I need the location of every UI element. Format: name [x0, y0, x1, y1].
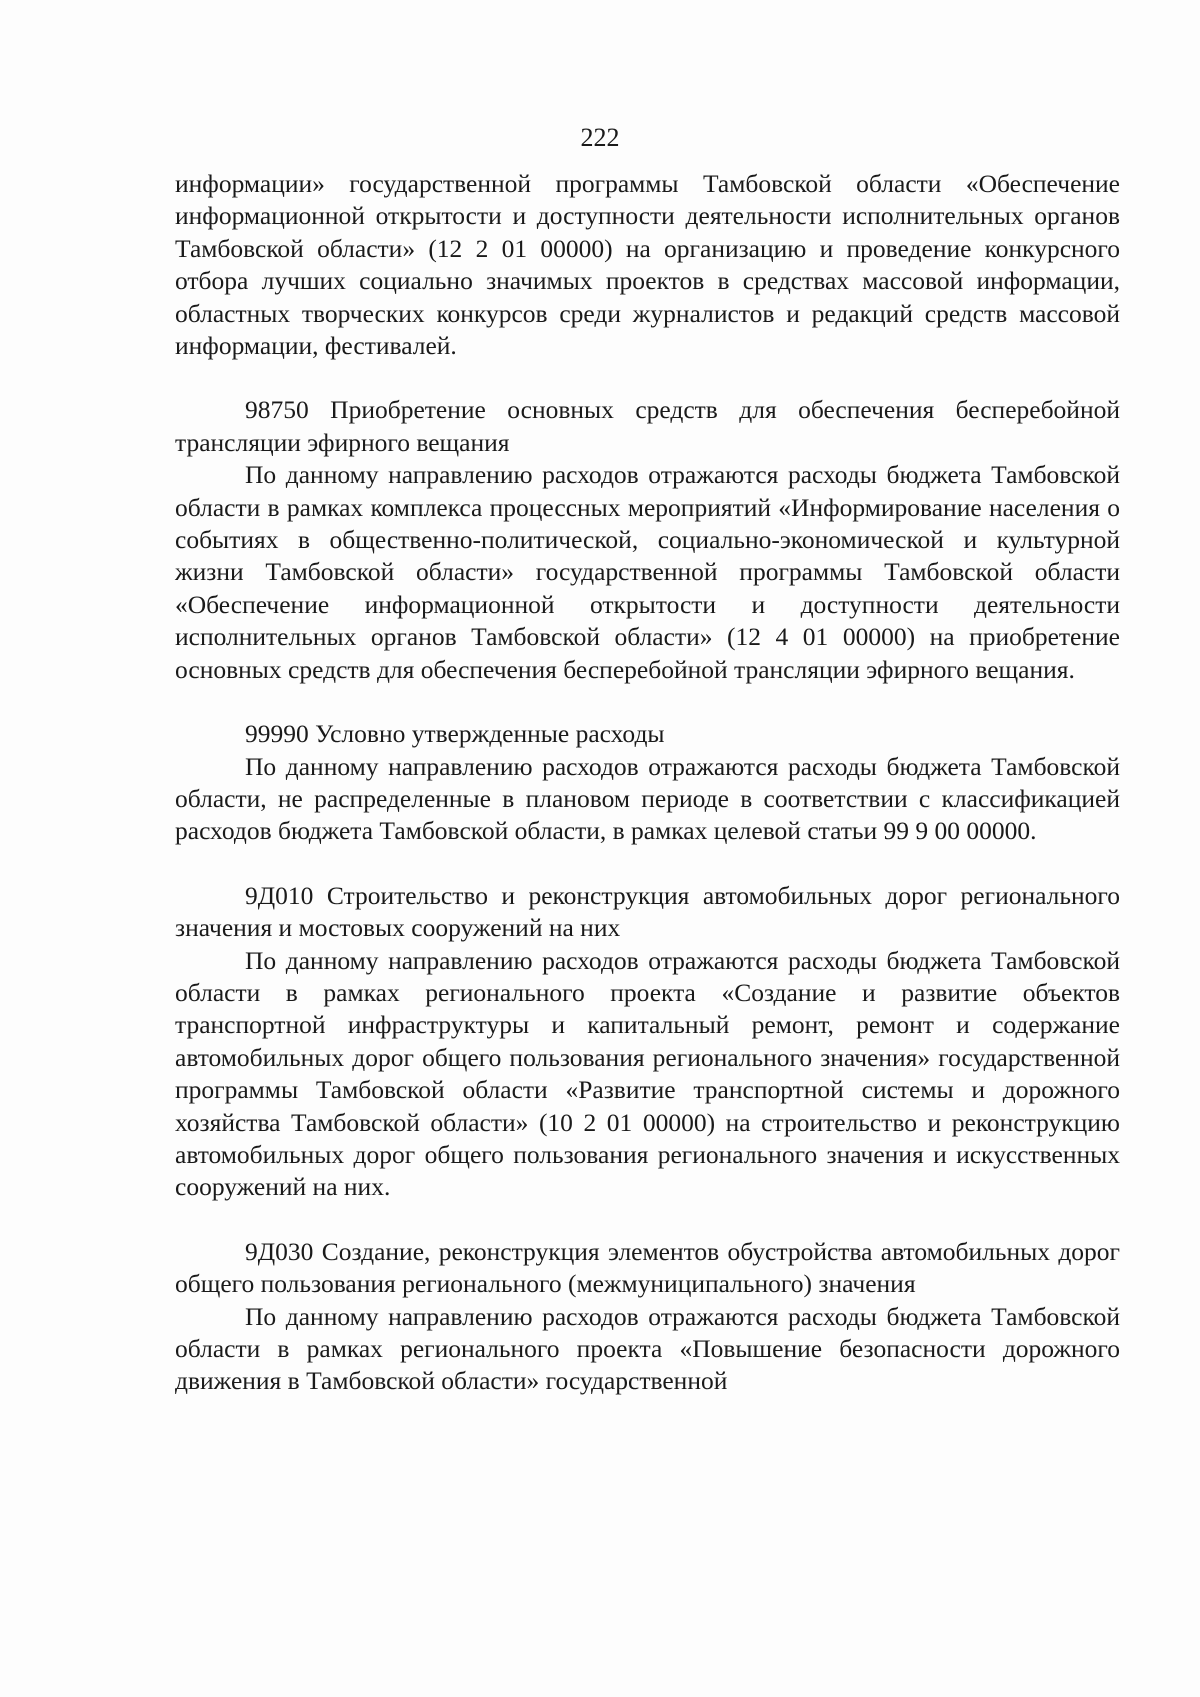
document-body	[175, 168, 1120, 1398]
section-heading-99990: 99990 Условно утвержденные расходы	[245, 719, 665, 749]
paragraph-9d010: По данному направлению расходов отражаются расходы бюджета Тамбовской области в рамках регионального проекта «Создание и развитие объектов транспортной инфраструктуры и капитальный ремонт, ремонт и содержание автомобильных дорог общего пользования регионального значения» государственной программы Тамбовской области «Развитие транспортной системы и дорожного хозяйства Тамбовской области» (10 2 01 00000) на строительство и реконструкцию автомобильных дорог общего пользования регионального значения и искусственных сооружений на них.	[175, 945, 1120, 1202]
paragraph-99990: По данному направлению расходов отражаются расходы бюджета Тамбовской области, не распределенные в плановом периоде в соответствии с классификацией расходов бюджета Тамбовской области, в рамках целевой статьи 99 9 00 00000.	[175, 751, 1120, 846]
section-heading-98750: 98750 Приобретение основных средств для обеспечения бесперебойной трансляции эфирного вещания	[175, 395, 1120, 457]
paragraph-9d030: По данному направлению расходов отражаются расходы бюджета Тамбовской области в рамках регионального проекта «Повышение безопасности дорожного движения в Тамбовской области» государственной	[175, 1301, 1120, 1396]
section-heading-9d010: 9Д010 Строительство и реконструкция автомобильных дорог регионального значения и мостовых сооружений на них	[175, 880, 1120, 943]
paragraph-continuation: информации» государственной программы Тамбовской области «Обеспечение информационной открытости и доступности деятельности исполнительных органов Тамбовской области» (12 2 01 00000) на организацию и проведение конкурсного отбора лучших социально значимых проектов в средствах массовой информации, областных творческих конкурсов среди журналистов и редакций средств массовой информации, фестивалей.	[175, 169, 1120, 361]
section-heading-9d030: 9Д030 Создание, реконструкция элементов обустройства автомобильных дорог общего пользования регионального (межмуниципального) значения	[175, 1236, 1120, 1299]
page-number: 222	[580, 123, 620, 152]
paragraph-98750: По данному направлению расходов отражаются расходы бюджета Тамбовской области в рамках комплекса процессных мероприятий «Информирование населения о событиях в общественно-политической, социально-экономической и культурной жизни Тамбовской области» государственной программы Тамбовской области «Обеспечение информационной открытости и доступности деятельности исполнительных органов Тамбовской области» (12 4 01 00000) на приобретение основных средств для обеспечения бесперебойной трансляции эфирного вещания.	[175, 460, 1120, 684]
